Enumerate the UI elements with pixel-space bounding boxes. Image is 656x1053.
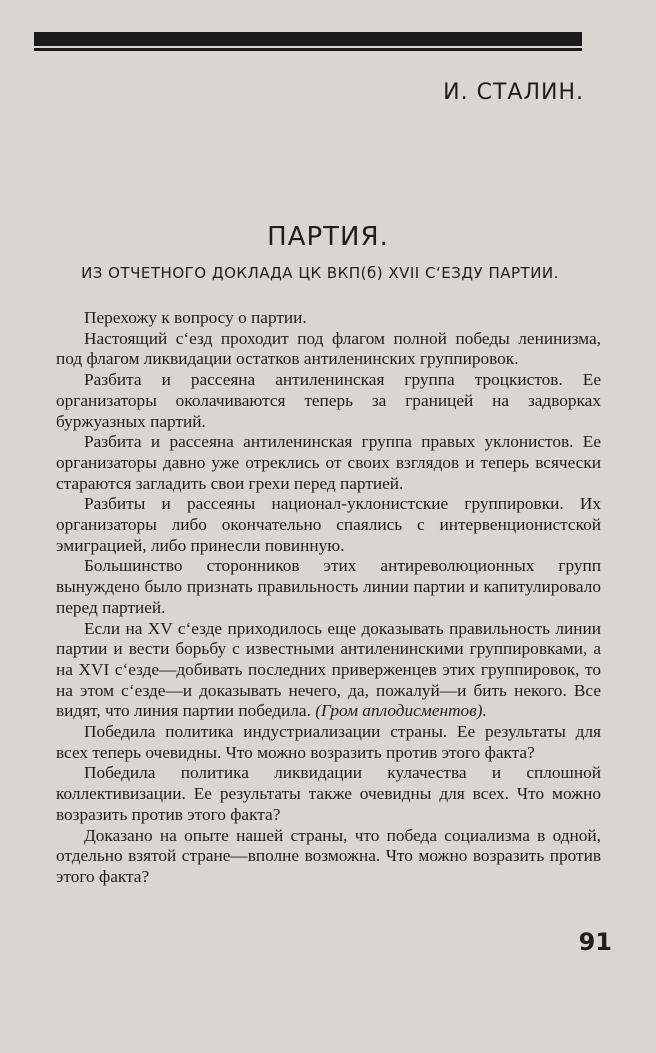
paragraph: Разбита и рассеяна антиленинская группа правых уклонистов. Ее организаторы давно уже отреклись от своих взглядов и теперь всячески стараются загладить свои грехи перед партией. [56, 432, 601, 493]
header-thick-rule [34, 32, 582, 46]
paragraph: Перехожу к вопросу о партии. [84, 308, 307, 327]
paragraph: Доказано на опыте нашей страны, что победа социализма в одной, отдельно взятой стране—вполне возможна. Что можно возразить против этого факта? [56, 825, 601, 886]
article-subtitle: ИЗ ОТЧЕТНОГО ДОКЛАДА ЦК ВКП(б) XVII С‘ЕЗДУ ПАРТИИ. [81, 264, 559, 282]
article-body [56, 308, 601, 888]
paragraph: Разбиты и рассеяны национал-уклонистские группировки. Их организаторы либо окончательно спаялись с интервенционистской эмиграцией, либо принесли повинную. [56, 494, 601, 555]
applause-note: (Гром аплодисментов). [315, 701, 487, 721]
article-title: ПАРТИЯ. [267, 222, 389, 252]
paragraph: Настоящий с‘езд проходит под флагом полной победы ленинизма, под флагом ликвидации остатков антиленинских группировок. [56, 328, 601, 369]
paragraph: Разбита и рассеяна антиленинская группа троцкистов. Ее организаторы околачиваются теперь за границей на задворках буржуазных партий. [56, 370, 601, 431]
paragraph: Большинство сторонников этих антиреволюционных групп вынуждено было признать правильность линии партии и капитулировало перед партией. [56, 556, 601, 617]
paragraph: Победила политика индустриализации страны. Ее результаты для всех теперь очевидны. Что можно возразить против этого факта? [56, 722, 601, 762]
paragraph: Победила политика ликвидации кулачества и сплошной коллективизации. Ее результаты также очевидны для всех. Что можно возразить против этого факта? [56, 763, 601, 824]
paragraph-text: Если на XV с‘езде приходилось еще доказывать правильность линии партии и вести борьбу с известными антиленинскими группировками, а на XVI с‘езде—добивать последних приверженцев этих группировок, то на этом с‘езде—и доказывать нечего, да, пожалуй—и бить некого. Все видят, что линия партии победила. [56, 618, 601, 721]
header-thin-rule [34, 48, 582, 51]
paragraph-with-applause [56, 619, 601, 723]
author-name: И. СТАЛИН. [443, 80, 584, 105]
page-number: 91 [578, 928, 612, 956]
